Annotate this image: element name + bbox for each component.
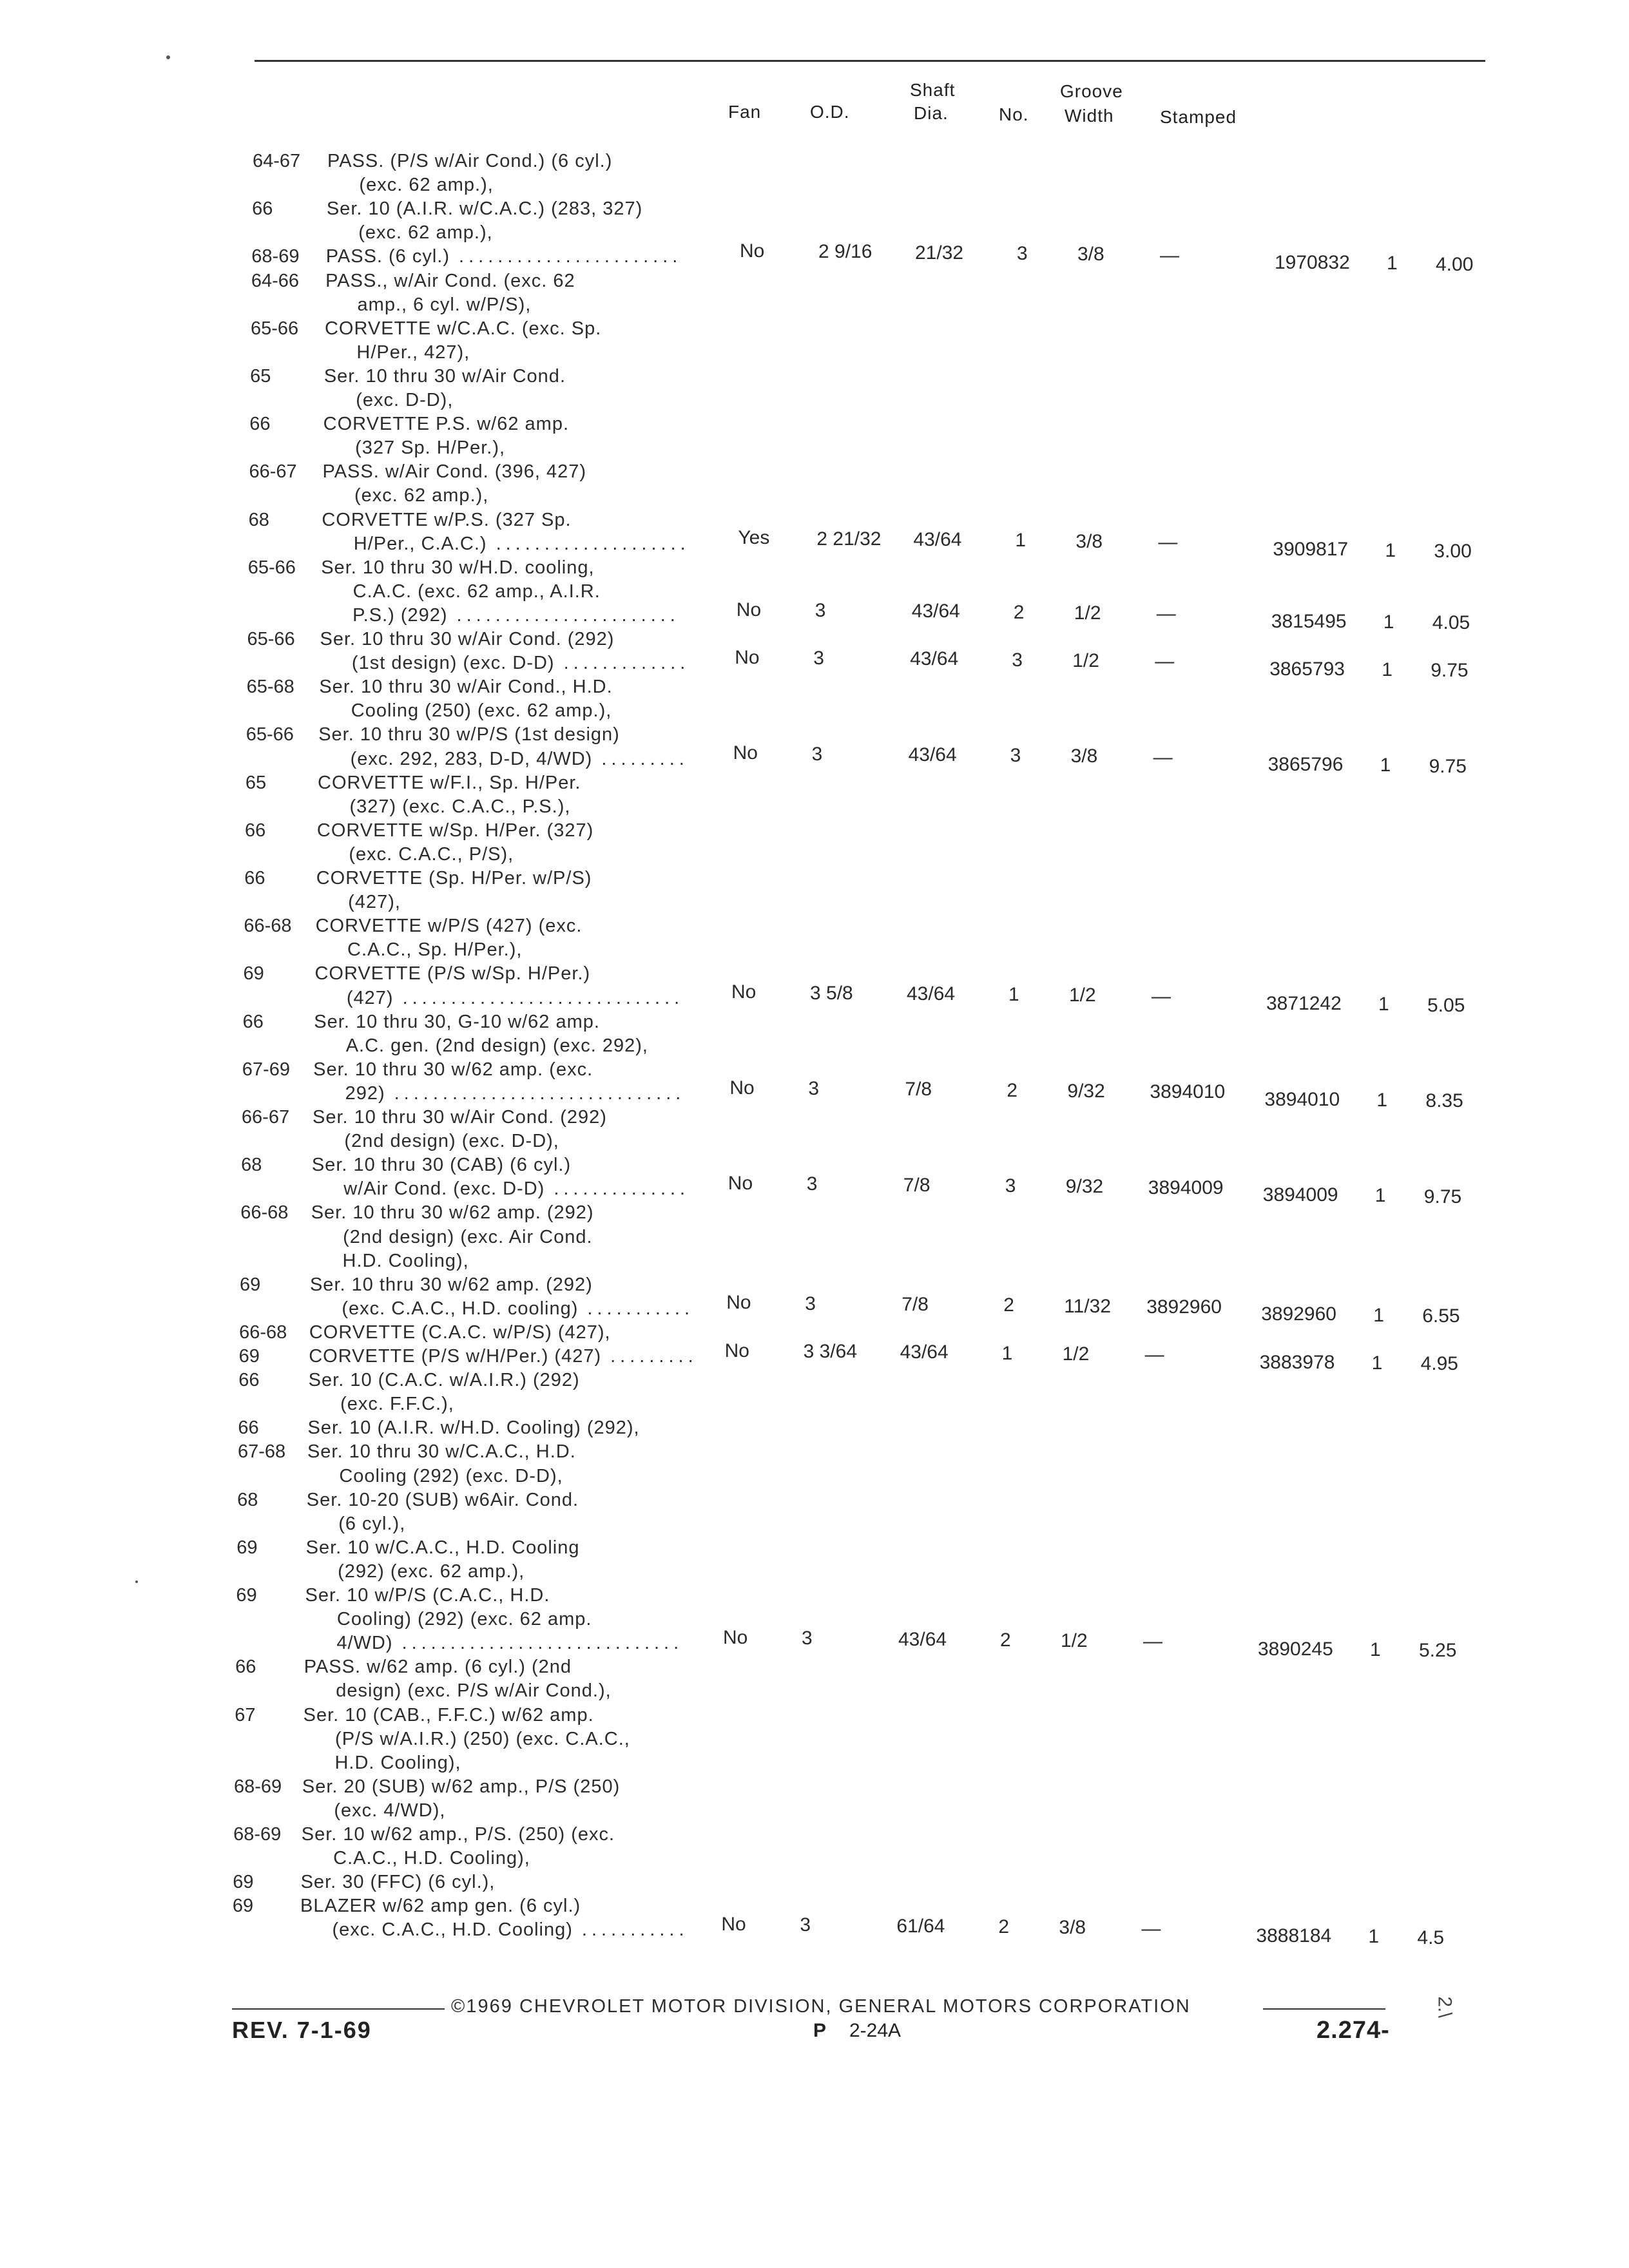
model-year: 68: [241, 1155, 262, 1176]
model-year: 66: [252, 198, 273, 220]
shaft-dia-value: 43/64: [911, 601, 960, 622]
shaft-dia-value: 7/8: [905, 1079, 932, 1100]
application-line: (exc. 62 amp.),: [354, 485, 489, 506]
groove-count-value: 3: [1010, 745, 1021, 767]
application-line: (327) (exc. C.A.C., P.S.),: [349, 796, 571, 817]
groove-count-value: 2: [1003, 1294, 1014, 1316]
quantity: 1: [1387, 253, 1398, 274]
fan-value: No: [726, 1292, 751, 1314]
footer-rule-left: [232, 2008, 445, 2010]
application-line: Ser. 10 thru 30 w/P/S (1st design): [318, 724, 620, 745]
groove-count-value: 3: [1017, 243, 1028, 265]
leader-dots: .......................: [459, 246, 682, 267]
part-number: 3883978: [1259, 1351, 1335, 1373]
application-line: (exc. C.A.C., P/S),: [349, 843, 514, 865]
groove-count-value: 3: [1005, 1175, 1016, 1196]
leader-dots: .........: [610, 1346, 698, 1367]
model-year: 66-68: [239, 1321, 287, 1343]
revision-date: REV. 7-1-69: [232, 2017, 372, 2043]
groove-width-value: 1/2: [1074, 602, 1101, 624]
shaft-dia-value: 43/64: [908, 744, 957, 765]
leader-dots: ..............................: [394, 1082, 686, 1104]
model-year: 65: [250, 365, 271, 387]
part-number: 3909817: [1273, 539, 1349, 561]
application-line: (2nd design) (exc. D-D),: [344, 1131, 559, 1152]
list-price: 3.00: [1434, 540, 1472, 562]
leader-dots: .........: [601, 748, 689, 769]
application-line: (427): [346, 987, 394, 1008]
page-prefix: P: [813, 2020, 827, 2041]
stamped-number: —: [1144, 1344, 1164, 1366]
list-price: 4.95: [1420, 1353, 1458, 1375]
application-line: CORVETTE w/Sp. H/Per. (327): [316, 820, 594, 841]
od-value: 3: [800, 1914, 811, 1936]
application-line: (exc. 4/WD),: [334, 1800, 446, 1821]
application-line: PASS. w/Air Cond. (396, 427): [322, 461, 586, 483]
stamped-number: —: [1152, 985, 1171, 1007]
od-value: 2 9/16: [818, 241, 872, 263]
od-value: 3: [806, 1173, 818, 1195]
part-number: 3892960: [1261, 1303, 1336, 1325]
application-line: P.S.) (292): [352, 604, 448, 626]
model-year: 69: [243, 963, 264, 985]
application-line: CORVETTE w/P.S. (327 Sp.: [322, 509, 572, 530]
application-line: H/Per., 427),: [356, 341, 470, 363]
header-no: No.: [999, 104, 1029, 124]
application-line: design) (exc. P/S w/Air Cond.),: [336, 1680, 612, 1702]
groove-count-value: 3: [1012, 649, 1023, 671]
page-code: 2-24A: [849, 2020, 901, 2041]
model-year: 66-68: [240, 1202, 289, 1224]
application-line: (exc. D-D),: [356, 390, 454, 410]
model-year: 68: [237, 1489, 258, 1510]
application-line: (2nd design) (exc. Air Cond.: [343, 1226, 593, 1247]
model-year: 66-67: [249, 461, 297, 483]
application-line: H/Per., C.A.C.): [353, 533, 487, 554]
model-year: 69: [233, 1872, 254, 1893]
leader-dots: ...........: [581, 1919, 689, 1941]
header-od: O.D.: [810, 102, 850, 122]
od-value: 3: [813, 648, 824, 669]
application-line: (1st design) (exc. D-D): [351, 653, 555, 674]
application-line: (exc. C.A.C., H.D. Cooling): [332, 1919, 573, 1941]
model-year: 66-68: [244, 916, 292, 937]
fan-value: No: [721, 1914, 746, 1936]
model-year: 66: [238, 1370, 260, 1391]
model-year: 69: [239, 1274, 261, 1295]
model-year: 69: [232, 1896, 254, 1917]
application-line: C.A.C., H.D. Cooling),: [333, 1848, 530, 1869]
model-year: 69: [236, 1537, 258, 1558]
list-price: 9.75: [1423, 1186, 1462, 1207]
od-value: 3: [808, 1077, 820, 1099]
leader-dots: ..............: [554, 1178, 690, 1200]
model-year: 69: [236, 1585, 257, 1606]
model-year: 66: [244, 868, 265, 889]
quantity: 1: [1380, 754, 1391, 776]
model-year: 64-67: [253, 151, 301, 171]
application-line: H.D. Cooling),: [342, 1250, 469, 1271]
groove-width-value: 11/32: [1064, 1295, 1112, 1317]
part-number: 3894009: [1262, 1184, 1338, 1206]
application-line: Ser. 10 (CAB., F.F.C.) w/62 amp.: [303, 1704, 594, 1725]
application-line: PASS. (6 cyl.): [325, 246, 450, 267]
list-price: 4.00: [1436, 253, 1474, 275]
application-line: Ser. 10 thru 30 w/C.A.C., H.D.: [307, 1441, 576, 1463]
groove-width-value: 3/8: [1070, 745, 1098, 767]
model-year: 65-66: [246, 724, 294, 745]
shaft-dia-value: 43/64: [907, 983, 956, 1004]
application-line: (exc. F.F.C.),: [340, 1394, 454, 1415]
part-number: 3890245: [1258, 1638, 1333, 1660]
model-year: 68: [248, 509, 269, 530]
groove-width-value: 3/8: [1059, 1917, 1086, 1939]
leader-dots: .............................: [402, 987, 684, 1008]
list-price: 9.75: [1429, 755, 1467, 777]
leader-dots: .............: [563, 653, 690, 674]
model-year: 64-66: [251, 270, 300, 291]
top-rule: [255, 60, 1485, 62]
application-line: Ser. 10 thru 30 w/Air Cond., H.D.: [319, 677, 613, 698]
application-line: Ser. 10 (C.A.C. w/A.I.R.) (292): [308, 1370, 580, 1391]
stamped-number: —: [1141, 1917, 1161, 1939]
application-line: (exc. C.A.C., H.D. cooling): [342, 1298, 579, 1319]
model-year: 67: [235, 1704, 256, 1725]
application-line: Ser. 10 thru 30 w/Air Cond. (292): [312, 1107, 607, 1128]
model-year: 66: [249, 414, 271, 435]
fan-value: No: [736, 599, 762, 620]
application-line: Ser. 10 w/P/S (C.A.C., H.D.: [305, 1585, 550, 1606]
stamped-number: —: [1155, 651, 1175, 673]
application-line: (exc. 292, 283, D-D, 4/WD): [350, 748, 593, 769]
model-year: 66: [242, 1011, 264, 1032]
part-number: 3888184: [1256, 1925, 1332, 1946]
quantity: 1: [1385, 539, 1396, 561]
quantity: 1: [1376, 1089, 1388, 1111]
application-line: C.A.C., Sp. H/Per.),: [347, 939, 523, 961]
application-line: (327 Sp. H/Per.),: [355, 437, 506, 459]
quantity: 1: [1382, 659, 1393, 681]
quantity: 1: [1368, 1926, 1380, 1948]
application-line: Cooling (250) (exc. 62 amp.),: [351, 700, 612, 722]
fan-value: Yes: [738, 527, 770, 549]
groove-width-value: 9/32: [1067, 1080, 1105, 1102]
quantity: 1: [1371, 1352, 1383, 1374]
model-year: 66: [245, 820, 266, 841]
groove-count-value: 2: [1007, 1079, 1018, 1101]
application-line: Ser. 10 w/62 amp., P/S. (250) (exc.: [301, 1824, 615, 1845]
application-line: Ser. 10 thru 30 w/Air Cond. (292): [320, 629, 615, 649]
application-line: (6 cyl.),: [338, 1513, 406, 1534]
groove-count-value: 1: [1001, 1342, 1013, 1364]
stamped-number: 3894009: [1148, 1177, 1224, 1198]
part-number: 3865793: [1269, 658, 1345, 680]
application-line: Ser. 10 thru 30 w/62 amp. (292): [311, 1202, 594, 1224]
application-line: CORVETTE w/C.A.C. (exc. Sp.: [324, 318, 602, 339]
stamped-number: —: [1156, 603, 1176, 625]
groove-width-value: 3/8: [1075, 530, 1103, 552]
model-year: 66: [235, 1657, 256, 1678]
fan-value: No: [724, 1340, 749, 1361]
header-width: Width: [1065, 106, 1114, 126]
leader-dots: .............................: [401, 1633, 684, 1654]
application-line: 292): [345, 1082, 385, 1104]
application-line: A.C. gen. (2nd design) (exc. 292),: [345, 1035, 648, 1056]
fan-value: No: [735, 646, 760, 668]
application-line: Ser. 10 (A.I.R. w/H.D. Cooling) (292),: [307, 1418, 640, 1439]
groove-width-value: 3/8: [1077, 244, 1104, 265]
part-number: 3815495: [1271, 610, 1347, 632]
leader-dots: .......................: [456, 604, 680, 626]
fan-value: No: [723, 1626, 748, 1648]
stamped-number: —: [1153, 746, 1173, 768]
shaft-dia-value: 7/8: [901, 1294, 929, 1316]
model-year: 65-66: [247, 629, 295, 649]
groove-count-value: 2: [998, 1916, 1010, 1938]
list-price: 5.05: [1427, 994, 1465, 1016]
od-value: 3: [802, 1628, 813, 1649]
groove-width-value: 1/2: [1061, 1630, 1088, 1652]
model-year: 66: [238, 1418, 259, 1439]
od-value: 3: [805, 1293, 816, 1314]
groove-width-value: 1/2: [1062, 1343, 1090, 1365]
application-line: CORVETTE P.S. w/62 amp.: [323, 414, 570, 435]
header-stamped: Stamped: [1160, 107, 1237, 127]
application-line: Ser. 10 thru 30, G-10 w/62 amp.: [314, 1011, 600, 1032]
fan-value: No: [740, 240, 765, 262]
groove-count-value: 1: [1015, 530, 1027, 552]
application-line: Ser. 10-20 (SUB) w6Air. Cond.: [306, 1489, 579, 1510]
list-price: 8.35: [1425, 1090, 1463, 1112]
od-value: 3 3/64: [803, 1341, 858, 1362]
application-line: CORVETTE (P/S w/Sp. H/Per.): [314, 963, 591, 985]
application-line: (292) (exc. 62 amp.),: [338, 1561, 525, 1582]
part-number: 3894010: [1264, 1088, 1340, 1110]
model-year: 68-69: [251, 246, 300, 267]
application-line: CORVETTE (C.A.C. w/P/S) (427),: [309, 1321, 611, 1343]
quantity: 1: [1378, 994, 1389, 1015]
page-number: 2.274-: [1316, 2017, 1390, 2044]
od-value: 2 21/32: [816, 528, 882, 550]
groove-count-value: 1: [1008, 984, 1019, 1006]
model-year: 65-68: [246, 677, 294, 698]
quantity: 1: [1373, 1304, 1384, 1326]
application-line: w/Air Cond. (exc. D-D): [343, 1178, 545, 1200]
application-line: Cooling (292) (exc. D-D),: [339, 1465, 563, 1486]
application-line: BLAZER w/62 amp gen. (6 cyl.): [300, 1896, 581, 1917]
list-price: 4.5: [1417, 1927, 1445, 1948]
model-year: 67-69: [242, 1059, 290, 1080]
application-line: Ser. 10 thru 30 (CAB) (6 cyl.): [311, 1155, 572, 1176]
model-year: 69: [238, 1346, 260, 1367]
groove-count-value: 2: [1013, 601, 1025, 623]
application-line: CORVETTE w/F.I., Sp. H/Per.: [318, 772, 581, 793]
quantity: 1: [1383, 611, 1394, 633]
groove-width-value: 1/2: [1069, 985, 1096, 1006]
groove-width-value: 1/2: [1072, 650, 1099, 672]
application-line: 4/WD): [336, 1633, 393, 1654]
application-line: Ser. 10 thru 30 w/H.D. cooling,: [321, 557, 595, 578]
application-line: Ser. 10 thru 30 w/62 amp. (292): [309, 1274, 593, 1295]
model-year: 66-67: [241, 1107, 290, 1128]
application-line: Ser. 20 (SUB) w/62 amp., P/S (250): [302, 1776, 621, 1797]
list-price: 4.05: [1432, 612, 1470, 634]
application-line: (exc. 62 amp.),: [358, 222, 493, 244]
application-line: (427),: [348, 892, 401, 913]
application-line: Cooling) (292) (exc. 62 amp.: [336, 1609, 592, 1630]
header-shaft: Shaft: [910, 80, 956, 100]
scan-speck: [166, 55, 170, 59]
application-line: Ser. 10 (A.I.R. w/C.A.C.) (283, 327): [326, 198, 643, 220]
od-value: 3: [815, 599, 826, 621]
application-line: CORVETTE w/P/S (427) (exc.: [315, 916, 583, 937]
shaft-dia-value: 21/32: [915, 242, 964, 264]
fan-value: No: [729, 1077, 755, 1099]
stamped-number: 3892960: [1146, 1296, 1222, 1318]
shaft-dia-value: 7/8: [903, 1174, 930, 1196]
header-groove: Groove: [1060, 81, 1123, 101]
stamped-number: —: [1158, 531, 1178, 553]
leader-dots: ...........: [587, 1298, 695, 1319]
application-line: C.A.C. (exc. 62 amp., A.I.R.: [352, 581, 601, 602]
model-year: 65-66: [247, 557, 296, 578]
part-number: 3865796: [1268, 754, 1344, 776]
part-number: 1970832: [1275, 252, 1350, 273]
groove-count-value: 2: [1000, 1629, 1011, 1651]
application-line: PASS. w/62 amp. (6 cyl.) (2nd: [304, 1657, 572, 1678]
header-dia: Dia.: [914, 103, 949, 123]
application-line: Ser. 10 w/C.A.C., H.D. Cooling: [305, 1537, 580, 1558]
application-line: (P/S w/A.I.R.) (250) (exc. C.A.C.,: [335, 1728, 630, 1749]
shaft-dia-value: 43/64: [913, 528, 962, 550]
fan-value: No: [731, 981, 757, 1003]
application-line: PASS., w/Air Cond. (exc. 62: [325, 270, 575, 291]
list-price: 5.25: [1419, 1640, 1457, 1662]
list-price: 6.55: [1422, 1305, 1460, 1327]
application-line: H.D. Cooling),: [334, 1752, 461, 1773]
groove-width-value: 9/32: [1065, 1176, 1104, 1198]
model-year: 67-68: [237, 1441, 286, 1463]
shaft-dia-value: 61/64: [896, 1915, 945, 1937]
application-line: Ser. 10 thru 30 w/Air Cond.: [323, 365, 566, 387]
footer-rule-right: [1263, 2008, 1385, 2010]
od-value: 3: [811, 743, 823, 765]
model-year: 65-66: [251, 318, 299, 339]
part-number: 3871242: [1266, 993, 1342, 1015]
application-line: Ser. 30 (FFC) (6 cyl.),: [300, 1872, 496, 1893]
quantity: 1: [1370, 1639, 1381, 1661]
application-line: amp., 6 cyl. w/P/S),: [357, 294, 532, 315]
fan-value: No: [728, 1172, 753, 1194]
margin-mark: 2.\: [1434, 1996, 1456, 2018]
shaft-dia-value: 43/64: [900, 1341, 949, 1363]
scan-speck: [135, 1581, 138, 1583]
model-year: 68-69: [233, 1776, 282, 1797]
stamped-number: —: [1143, 1631, 1162, 1653]
model-year: 65: [245, 772, 267, 793]
application-line: Ser. 10 thru 30 w/62 amp. (exc.: [313, 1059, 593, 1080]
shaft-dia-value: 43/64: [898, 1628, 947, 1650]
header-fan: Fan: [728, 102, 762, 122]
model-year: 68-69: [233, 1824, 282, 1845]
od-value: 3 5/8: [810, 982, 853, 1004]
quantity: 1: [1374, 1185, 1386, 1207]
stamped-number: —: [1160, 244, 1179, 266]
application-line: (exc. 62 amp.),: [359, 175, 494, 196]
leader-dots: ....................: [496, 533, 690, 554]
copyright-notice: ©1969 CHEVROLET MOTOR DIVISION, GENERAL MOTORS CORPORATION: [451, 1996, 1191, 2017]
list-price: 9.75: [1431, 660, 1469, 682]
application-line: PASS. (P/S w/Air Cond.) (6 cyl.): [327, 151, 613, 171]
application-line: CORVETTE (Sp. H/Per. w/P/S): [316, 868, 592, 889]
stamped-number: 3894010: [1150, 1081, 1226, 1103]
shaft-dia-value: 43/64: [910, 648, 959, 670]
application-line: CORVETTE (P/S w/H/Per.) (427): [309, 1346, 602, 1367]
fan-value: No: [733, 742, 758, 764]
